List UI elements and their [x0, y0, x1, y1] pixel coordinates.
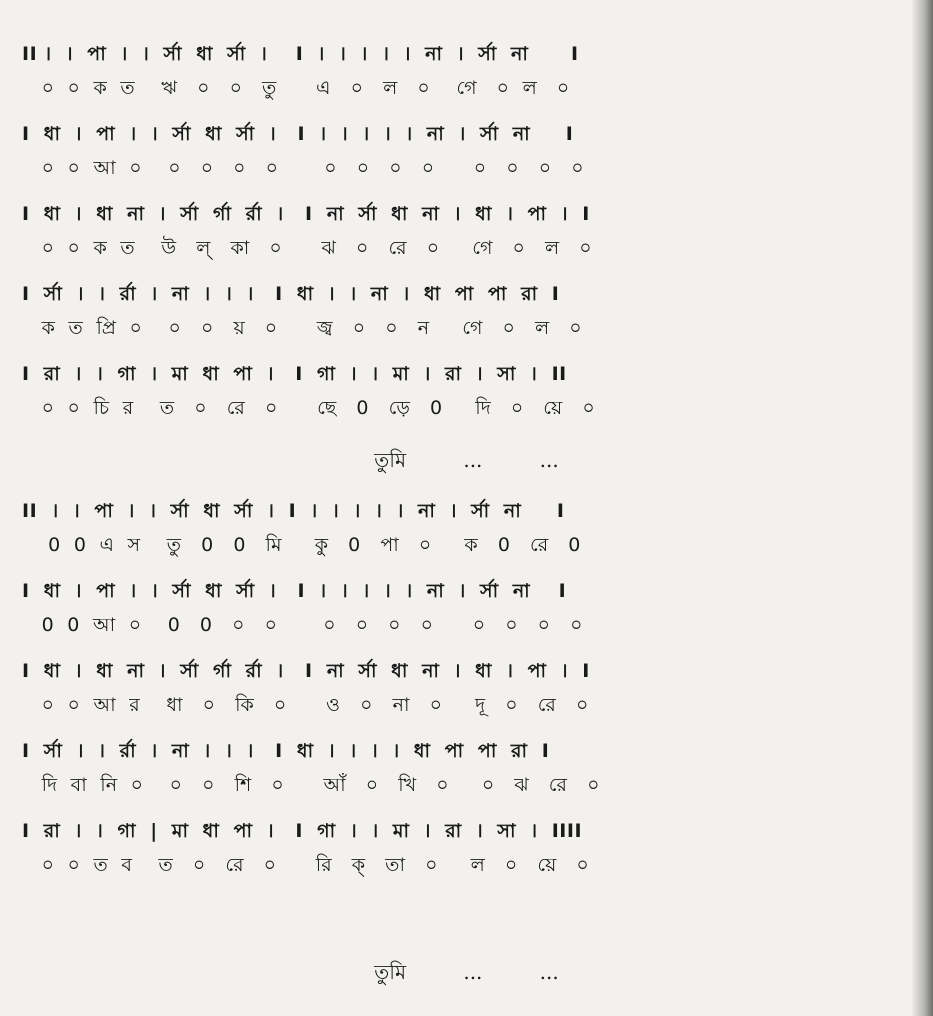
- lyric-row: ০ ০ আ র ধা ০ কি ০ ও ০ না ০ দূ ০ রে ০: [22, 694, 589, 716]
- stanza-2: [22, 497, 902, 897]
- lyric-row: ০ ০ ক ত ঋ ০ ০ তু এ ০ ল ০ গে ০ ল ০: [22, 77, 570, 99]
- refrain-marker: তুমি ... ...: [374, 448, 559, 472]
- swara-row: I ধা । পা । । র্সা ধা র্সা । I । । । । । না । র্সা না I: [22, 580, 567, 602]
- swara-row: I ধা । ধা না । র্সা র্গা র্রা । I না র্সা ধা না । ধা । পা । I: [22, 203, 590, 225]
- notation-line: [22, 657, 902, 737]
- lyric-row: ০ ০ আ ০ ০ ০ ০ ০ ০ ০ ০ ০ ০ ০ ০ ০: [22, 157, 585, 179]
- lyric-row: ০ ০ চি র ত ০ রে ০ ছে 0 ড়ে 0 দি ০ য়ে ০: [22, 397, 596, 419]
- lyric-row: 0 0 আ ০ 0 0 ০ ০ ০ ০ ০ ০ ০ ০ ০ ০: [22, 614, 584, 636]
- swara-row: I ধা । পা । । র্সা ধা র্সা । I । । । । । না । র্সা না I: [22, 123, 574, 145]
- swara-row: I রা । । গা | মা ধা পা । I গা । । মা । রা । সা । IIII: [22, 820, 583, 842]
- notation-line: [22, 817, 902, 897]
- notation-line: [22, 737, 902, 817]
- swara-row: II । । পা । । র্সা ধা র্সা । I । । । । । না । র্সা না I: [22, 500, 565, 522]
- page-edge-shadow: [911, 0, 933, 1016]
- notation-line: [22, 200, 902, 280]
- lyric-row: ০ ০ ত ব ত ০ রে ০ রি ক্ তা ০ ল ০ য়ে ০: [22, 854, 590, 876]
- swara-row: I র্সা । । র্রা । না । । । I ধা । । না । ধা পা পা রা I: [22, 283, 560, 305]
- lyric-row: ক ত প্রি ০ ০ ০ য় ০ জ্ব ০ ০ ন গে ০ ল ০: [22, 317, 583, 339]
- swara-row: II । । পা । । র্সা ধা র্সা । I । । । । । না । র্সা না I: [22, 43, 579, 65]
- notation-line: [22, 360, 902, 440]
- refrain-marker: তুমি ... ...: [374, 960, 559, 984]
- notation-line: [22, 280, 902, 360]
- stanza-1: [22, 40, 902, 440]
- swara-row: I রা । । গা । মা ধা পা । I গা । । মা । রা । সা । II: [22, 363, 567, 385]
- lyric-row: দি বা নি ০ ০ ০ শি ০ আঁ ০ খি ০ ০ ঝ রে ০: [22, 774, 600, 796]
- notation-line: [22, 120, 902, 200]
- lyric-row: ০ ০ ক ত উ ল্ কা ০ ঝ ০ রে ০ গে ০ ল ০: [22, 237, 593, 259]
- swara-row: I র্সা । । র্রা । না । । । I ধা । । । । ধা পা পা রা I: [22, 740, 550, 762]
- swara-row: I ধা । ধা না । র্সা র্গা র্রা । I না র্সা ধা না । ধা । পা । I: [22, 660, 590, 682]
- notation-line: [22, 577, 902, 657]
- lyric-row: 0 0 এ স তু 0 0 মি কু 0 পা ০ ক 0 রে 0: [22, 534, 581, 556]
- notation-line: [22, 40, 902, 120]
- notation-line: [22, 497, 902, 577]
